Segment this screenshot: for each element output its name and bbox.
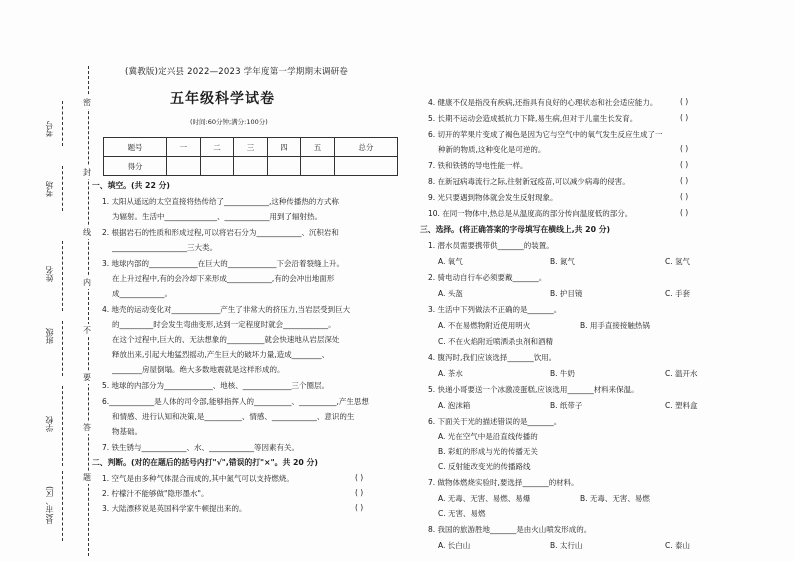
q5-line: 5. 地球的内部分为_____________、地核、_____________三个圈层。 [102, 381, 330, 390]
margin-label-kaochang: 考场 [45, 181, 54, 197]
score-header-cell: 三 [234, 138, 268, 157]
choice-option[interactable]: C. 氢气 [665, 257, 691, 266]
judge-item: 4. 健康不仅是指没有疾病,还指具有良好的心理状态和社会适应能力。 [428, 98, 658, 107]
score-header-cell: 题号 [104, 138, 167, 157]
seal-char: 题 [83, 473, 91, 482]
seal-char: 线 [83, 228, 91, 237]
choice-question: 5. 快递小哥要送一个冰激凌蛋糕,应该选用_______材料来保温。 [428, 385, 639, 394]
score-row-label: 得分 [104, 157, 167, 176]
margin-fill-line [62, 321, 63, 376]
margin-label-xian: 县(市、区) [45, 486, 54, 525]
margin-fill-line [62, 241, 63, 311]
judge-item: 6. 切开的苹果片变成了褐色是因为它与空气中的氧气发生反应生成了一 [428, 130, 663, 139]
margin-fill-line [62, 471, 63, 541]
section2-heading: 二、判断。(对的在题后的括号内打"√",错误的打"×"。共 20 分) [92, 458, 318, 467]
choice-question: 8. 我国的旅游胜地_______是由火山喷发形成的。 [428, 525, 592, 534]
q1-line2: 为辐射。生活中______________、____________用到了辐射热。 [112, 212, 322, 221]
q3-line1: 3. 地球内部的_____________在巨大的_____________下会沿着裂缝上升。 [102, 259, 345, 268]
score-cell[interactable] [167, 157, 201, 176]
choice-option[interactable]: A. 长白山 [438, 541, 471, 550]
choice-option[interactable]: C. 泰山 [665, 541, 691, 550]
q4-line1: 4. 地壳的运动变化对_____________产生了非常大的挤压力,当岩层受到巨大 [102, 305, 351, 314]
score-header-cell: 二 [200, 138, 234, 157]
judge-item: 10. 在同一物体中,热总是从温度高的部分传向温度低的部分。 [428, 209, 633, 218]
q6-line1: 6.____________是人体的司令部,能够指挥人的__________、__________,产生思想 [102, 397, 369, 406]
choice-question: 6. 下面关于光的描述错误的是_______。 [428, 417, 562, 426]
choice-option[interactable]: A. 茶水 [438, 369, 463, 378]
margin-fill-line [62, 101, 63, 146]
choice-option[interactable]: B. 氮气 [550, 257, 575, 266]
choice-option[interactable]: A. 头盔 [438, 289, 463, 298]
choice-question: 3. 生活中下列做法不正确的是_______。 [428, 305, 562, 314]
choice-question: 2. 骑电动自行车必须要戴_______。 [428, 273, 547, 282]
seal-char: 封 [83, 168, 91, 177]
choice-option[interactable]: B. 无毒、无害、易燃 [580, 494, 650, 503]
score-cell[interactable] [267, 157, 301, 176]
choice-option[interactable]: B. 彩虹的形成与光的传播无关 [438, 447, 538, 456]
choice-question: 7. 做物体燃烧实验时,要选择_______的材料。 [428, 478, 579, 487]
margin-label-xingming: 姓名 [45, 266, 54, 282]
q3-line2: 在上升过程中,有的会冷却下来形成____________,有的会冲出地面形 [112, 274, 335, 283]
q4-line5: ________房屋倒塌。绝大多数地震就是这样形成的。 [112, 365, 285, 374]
answer-paren[interactable]: ( ) [680, 160, 689, 169]
answer-paren[interactable]: ( ) [680, 144, 689, 153]
choice-option[interactable]: B. 牛奶 [550, 369, 575, 378]
choice-option[interactable]: C. 无害、易燃 [438, 509, 486, 518]
seal-char: 内 [83, 278, 91, 287]
exam-subtitle: (冀教版)定兴县 2022—2023 学年度第一学期期末调研卷 [125, 67, 349, 77]
choice-option[interactable]: B. 用手直接接触热锅 [580, 321, 650, 330]
seal-char: 密 [83, 98, 91, 107]
section1-heading: 一、填空。(共 22 分) [92, 181, 170, 190]
score-cell[interactable] [301, 157, 335, 176]
choice-option[interactable]: A. 泡沫箱 [438, 401, 471, 410]
choice-option[interactable]: C. 反射能改变光的传播路线 [438, 462, 531, 471]
answer-paren[interactable]: ( ) [680, 208, 689, 217]
q6-line2: 和情感、进行认知和决策,是__________、情感、____________、意识的生 [112, 412, 355, 421]
score-cell[interactable] [334, 157, 397, 176]
judge-item: 8. 在新冠病毒流行之际,往射新冠疫苗,可以减少病毒的侵害。 [428, 177, 630, 186]
seal-char: 要 [83, 373, 91, 382]
score-cell[interactable] [200, 157, 234, 176]
margin-fill-line [62, 386, 63, 466]
seal-char: 答 [83, 423, 91, 432]
q2-line1: 2. 根据岩石的性质和形成过程,可以将岩石分为____________、沉积岩和 [102, 228, 339, 237]
margin-label-kaohao: 考号 [45, 121, 54, 137]
choice-option[interactable]: A. 氧气 [438, 257, 463, 266]
q7-line: 7. 铁生锈与____________、水、____________等因素有关。 [102, 443, 300, 452]
choice-option[interactable]: B. 护目镜 [550, 289, 583, 298]
score-header-cell: 四 [267, 138, 301, 157]
score-header-cell: 一 [167, 138, 201, 157]
q6-line3: 物基础。 [112, 427, 142, 436]
choice-option[interactable]: C. 温开水 [665, 369, 698, 378]
judge-item: 1. 空气是由多种气体混合而成的,其中氮气可以支持燃烧。 [102, 474, 294, 483]
score-table [103, 137, 398, 176]
q2-line2: ____________________三大类。 [112, 243, 217, 252]
score-header-cell: 总分 [334, 138, 397, 157]
margin-label-banji: 班级 [45, 328, 54, 344]
section3-heading: 三、选择。(将正确答案的字母填写在横线上,共 20 分) [420, 225, 611, 234]
exam-title: 五年级科学试卷 [170, 91, 275, 107]
score-cell[interactable] [234, 157, 268, 176]
answer-paren[interactable]: ( ) [355, 488, 364, 497]
exam-time-info: (时间:60分钟;满分:100分) [190, 118, 268, 126]
choice-option[interactable]: B. 纸带子 [550, 401, 583, 410]
q1-line1: 1. 太阳从遥远的太空直接将热传给了____________,这种传播热的方式称 [102, 197, 339, 206]
choice-option[interactable]: C. 手套 [665, 289, 691, 298]
choice-option[interactable]: A. 无毒、无害、易燃、易爆 [438, 494, 531, 503]
q4-line3: 在这个过程中,巨大的、无法想象的__________就会快速地从岩层深处 [112, 335, 340, 344]
choice-option[interactable]: A. 光在空气中是沿直线传播的 [438, 432, 538, 441]
answer-paren[interactable]: ( ) [680, 192, 689, 201]
judge-item-continued: 种新的物质,这种变化是可逆的。 [438, 145, 546, 154]
choice-option[interactable]: C. 不在火焰附近喷洒杀虫剂和酒精 [438, 337, 554, 346]
judge-item: 5. 长期不运动会造成抵抗力下降,易生病,但对于儿童生长发育。 [428, 114, 638, 123]
choice-option[interactable]: C. 塑料盒 [665, 401, 698, 410]
binding-margin [44, 66, 106, 556]
choice-question: 4. 腹泻时,我们应该选择_______饮用。 [428, 353, 557, 362]
choice-question: 1. 潜水员需要携带供_______的装置。 [428, 241, 554, 250]
choice-option[interactable]: A. 不在易燃物附近使用明火 [438, 321, 531, 330]
answer-paren[interactable]: ( ) [680, 97, 689, 106]
q3-line3: 成____________。 [112, 289, 172, 298]
answer-paren[interactable]: ( ) [355, 503, 364, 512]
seal-char: 不 [83, 326, 91, 335]
answer-paren[interactable]: ( ) [680, 176, 689, 185]
q4-line2: 的_________时会发生弯曲变形,达到一定程度时就会____________。 [112, 320, 336, 329]
answer-paren[interactable]: ( ) [680, 113, 689, 122]
judge-item: 2. 柠檬汁不能够做"隐形墨水"。 [102, 489, 209, 498]
judge-item: 7. 铁和铁锈的导电性能一样。 [428, 161, 528, 170]
score-header-cell: 五 [301, 138, 335, 157]
margin-fill-line [62, 166, 63, 211]
q4-line4: 释放出来,引起大地猛烈摇动,产生巨大的破坏力量,造成________、 [112, 350, 330, 359]
margin-label-xuexiao: 学校 [45, 416, 54, 432]
judge-item: 9. 光只要遇到物体就会发生反射现象。 [428, 193, 558, 202]
judge-item: 3. 大陆漂移说是英国科学家牛顿提出来的。 [102, 504, 247, 513]
answer-paren[interactable]: ( ) [355, 473, 364, 482]
choice-option[interactable]: B. 太行山 [550, 541, 583, 550]
